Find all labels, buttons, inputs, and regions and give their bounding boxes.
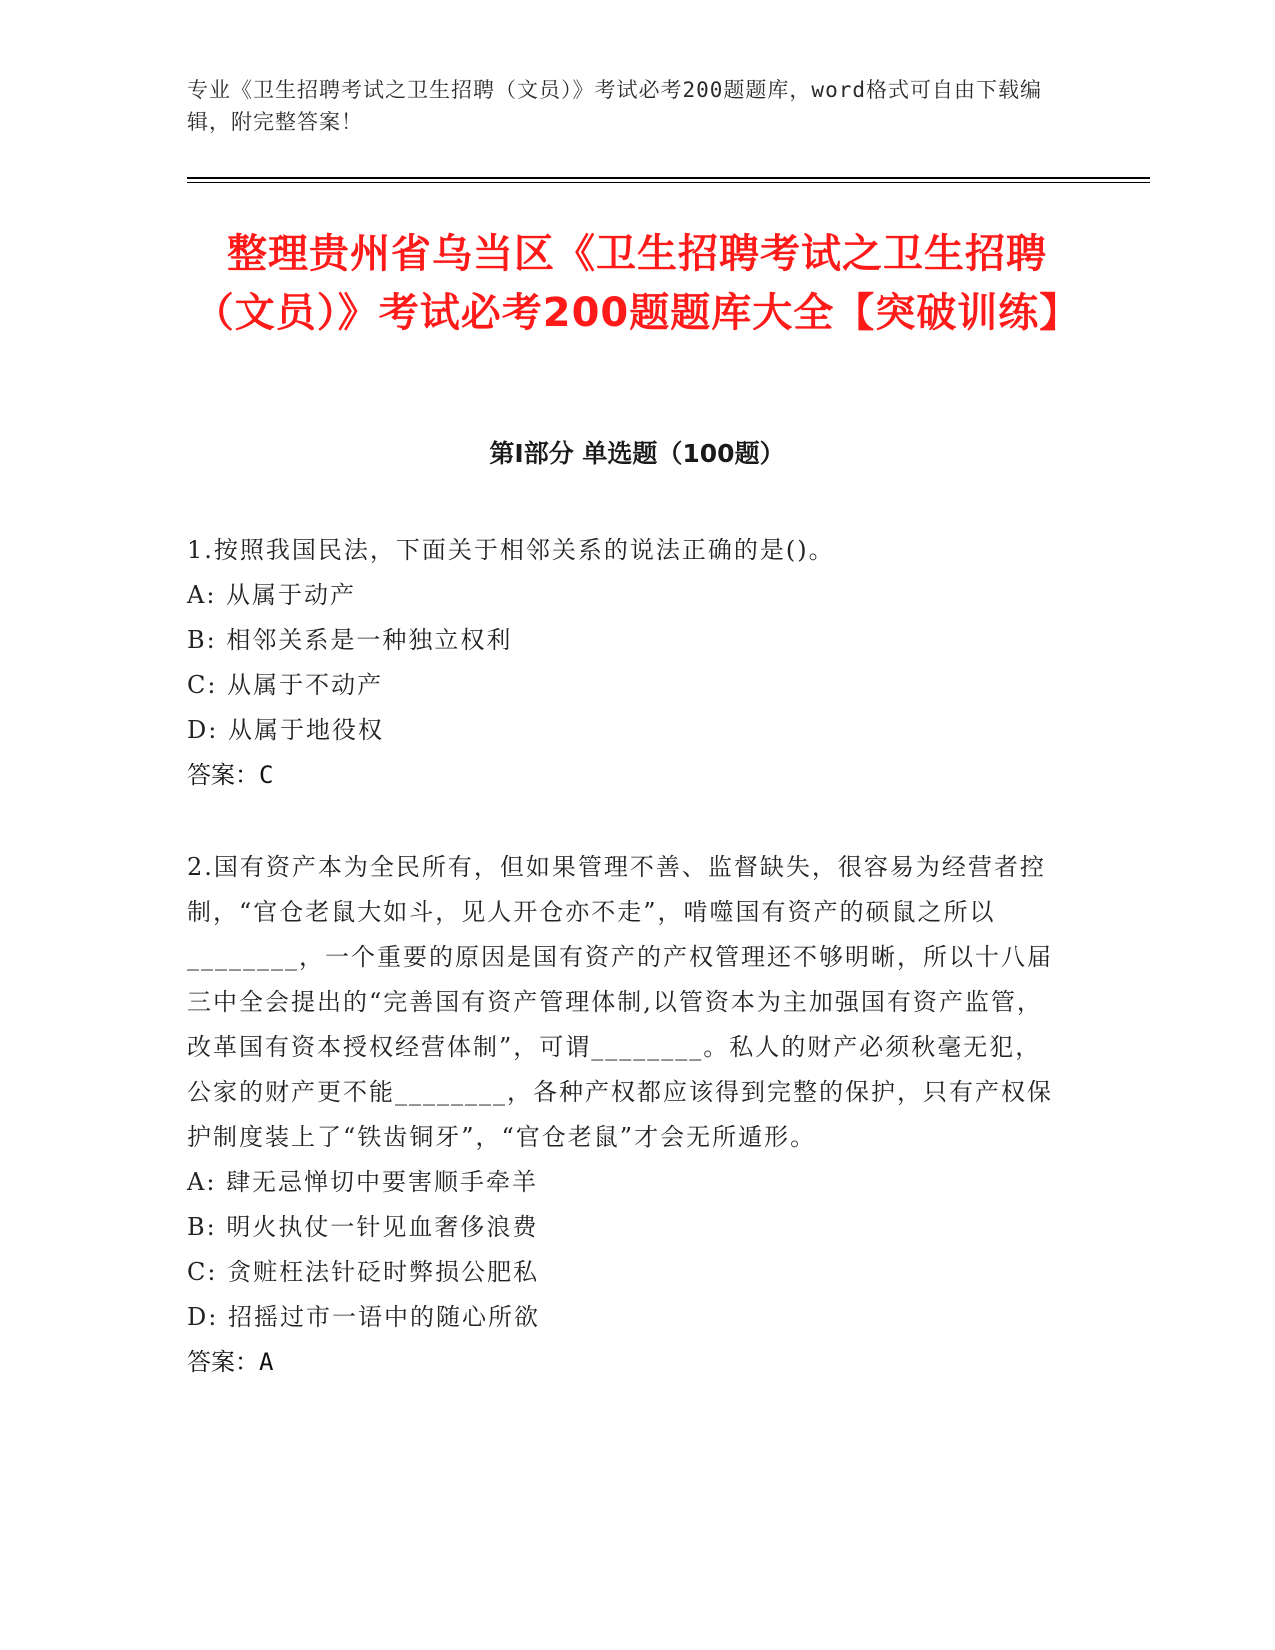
answer-value: A xyxy=(259,1348,274,1376)
answer-label: 答案： xyxy=(187,761,259,789)
document-title: 整理贵州省乌当区《卫生招聘考试之卫生招聘（文员）》考试必考200题题库大全【突破训练】 xyxy=(193,231,1081,336)
answer-line xyxy=(187,753,1067,798)
answer-value: C xyxy=(259,761,274,789)
question-stem: 2.国有资产本为全民所有，但如果管理不善、监督缺失，很容易为经营者控制，“官仓老鼠大如斗，见人开仓亦不走”，啃噬国有资产的硕鼠之所以________，一个重要的原因是国有资产的产权管理还不够明晰，所以十八届三中全会提出的“完善国有资产管理体制,以管资本为主加强国有资产监管，改革国有资本授权经营体制”，可谓________。私人的财产必须秋毫无犯，公家的财产更不能________，各种产权都应该得到完整的保护，只有产权保护制度装上了“铁齿铜牙”，“官仓老鼠”才会无所遁形。 xyxy=(187,853,1053,1151)
option-d: D: 从属于地役权 xyxy=(187,716,384,744)
header-divider xyxy=(187,177,1150,179)
option-a: A: 肆无忌惮切中要害顺手牵羊 xyxy=(187,1168,539,1196)
header-divider-thin xyxy=(187,182,1150,183)
question-item xyxy=(187,845,1067,1385)
header-note: 专业《卫生招聘考试之卫生招聘（文员）》考试必考200题题库，word格式可自由下载编辑，附完整答案！ xyxy=(187,78,1042,134)
option-c: C: 从属于不动产 xyxy=(187,671,384,699)
answer-line xyxy=(187,1340,1067,1385)
option-d: D: 招摇过市一语中的随心所欲 xyxy=(187,1303,540,1331)
option-a: A: 从属于动产 xyxy=(187,581,357,609)
option-b: B: 明火执仗一针见血奢侈浪费 xyxy=(187,1213,539,1241)
section-title: 第Ⅰ部分 单选题（100题） xyxy=(489,439,785,468)
question-stem: 1.按照我国民法，下面关于相邻关系的说法正确的是()。 xyxy=(187,536,835,564)
option-b: B: 相邻关系是一种独立权利 xyxy=(187,626,513,654)
answer-label: 答案： xyxy=(187,1348,259,1376)
option-c: C: 贪赃枉法针砭时弊损公肥私 xyxy=(187,1258,540,1286)
question-item xyxy=(187,528,1067,798)
